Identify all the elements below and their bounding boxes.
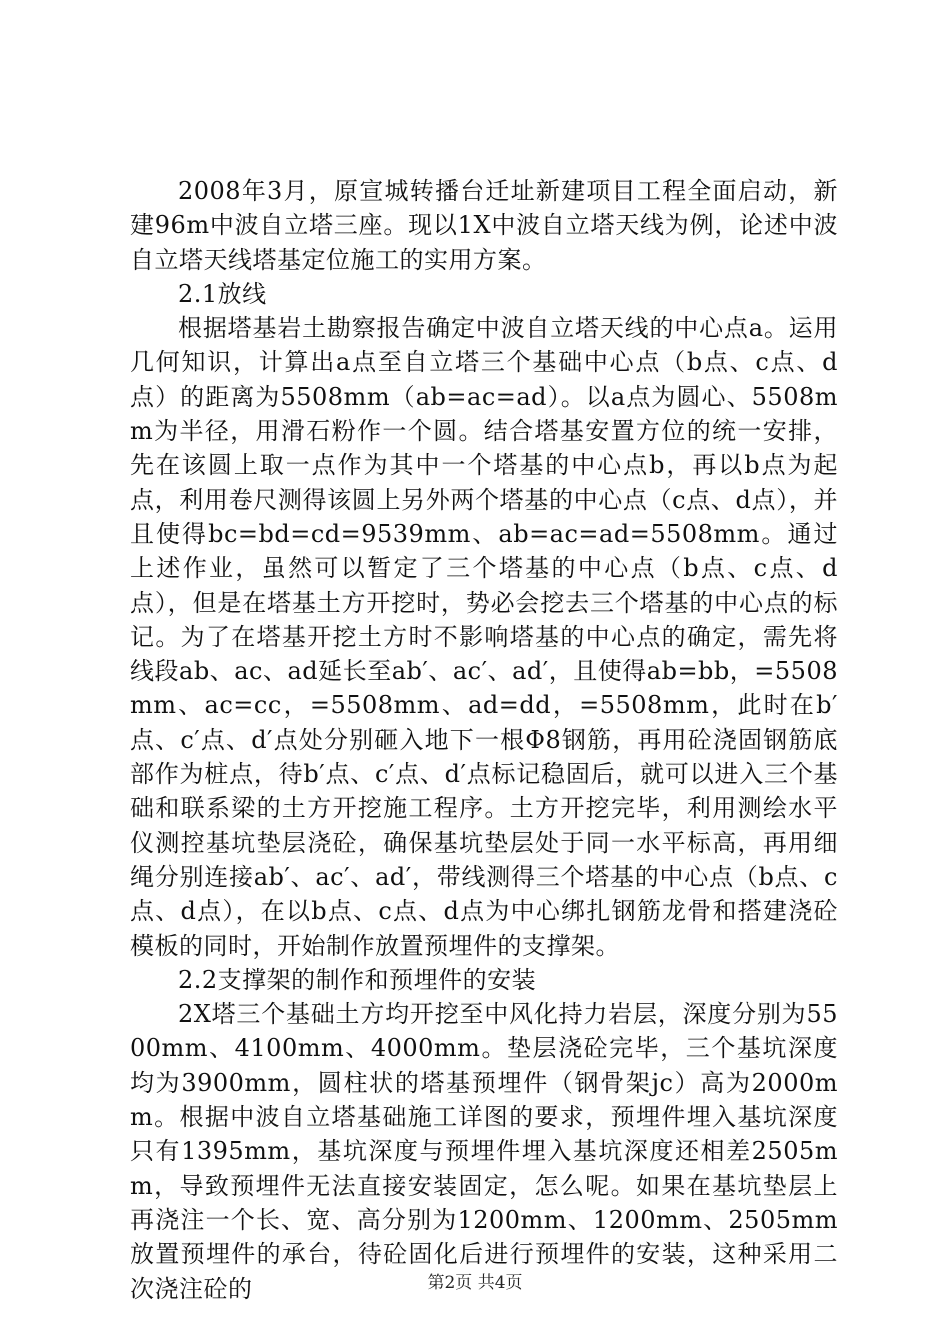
body-paragraph: 根据塔基岩土勘察报告确定中波自立塔天线的中心点a。运用几何知识，计算出a点至自立塔三个基础中心点（b点、c点、d点）的距离为5508mm（ab=ac=ad）。以a点为圆心、5508mm为半径，用滑石粉作一个圆。结合塔基安置方位的统一安排，先在该圆上取一点作为其中一个塔基的中心点b，再以b点为起点，利用卷尺测得该圆上另外两个塔基的中心点（c点、d点），并且使得bc=bd=cd=9539mm、ab=ac=ad=5508mm。通过上述作业，虽然可以暂定了三个塔基的中心点（b点、c点、d点），但是在塔基土方开挖时，势必会挖去三个塔基的中心点的标记。为了在塔基开挖土方时不影响塔基的中心点的确定，需先将线段ab、ac、ad延长至ab′、ac′、ad′，且使得ab=bb，=5508mm、ac=cc，=5508mm、ad=dd，=5508mm，此时在b′点、c′点、d′点处分别砸入地下一根Φ8钢筋，再用砼浇固钢筋底部作为桩点，待b′点、c′点、d′点标记稳固后，就可以进入三个基础和联系梁的土方开挖施工程序。土方开挖完毕，利用测绘水平仪测控基坑垫层浇砼，确保基坑垫层处于同一水平标高，再用细绳分别连接ab′、ac′、ad′，带线测得三个塔基的中心点（b点、c点、d点），在以b点、c点、d点为中心绑扎钢筋龙骨和搭建浇砼模板的同时，开始制作放置预埋件的支撑架。 (130, 314, 838, 960)
body-paragraph: 2X塔三个基础土方均开挖至中风化持力岩层，深度分别为5500mm、4100mm、4000mm。垫层浇砼完毕，三个基坑深度均为3900mm，圆柱状的塔基预埋件（钢骨架jc）高为2000mm。根据中波自立塔基础施工详图的要求，预埋件埋入基坑深度只有1395mm，基坑深度与预埋件埋入基坑深度还相差2505mm，导致预埋件无法直接安装固定，怎么呢。如果在基坑垫层上再浇注一个长、宽、高分别为1200mm、1200mm、2505mm放置预埋件的承台，待砼固化后进行预埋件的安装，这种采用二次浇注砼的 (130, 1000, 838, 1303)
body-paragraph: 2008年3月，原宣城转播台迁址新建项目工程全面启动，新建96m中波自立塔三座。现以1X中波自立塔天线为例，论述中波自立塔天线塔基定位施工的实用方案。 (130, 177, 838, 274)
page-number-footer: 第2页 共4页 (427, 1273, 523, 1293)
document-body (130, 174, 838, 1306)
section-heading: 2.1放线 (178, 279, 267, 308)
section-heading: 2.2支撑架的制作和预埋件的安装 (178, 965, 537, 994)
